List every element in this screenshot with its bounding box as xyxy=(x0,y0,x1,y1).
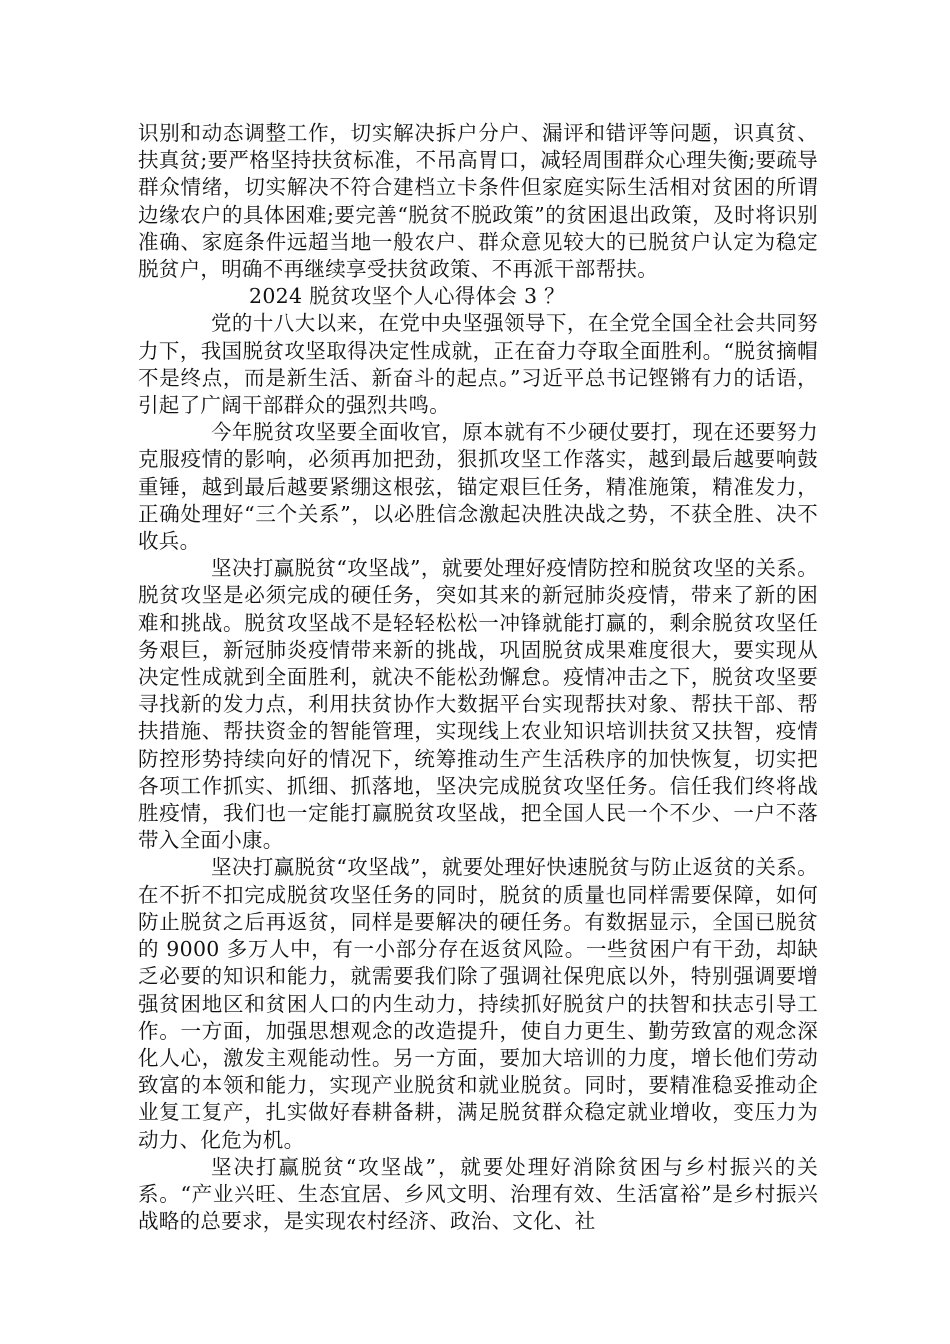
document-page xyxy=(138,120,818,1235)
paragraph-continued: 识别和动态调整工作，切实解决拆户分户、漏评和错评等问题，识真贫、扶真贫;要严格坚持扶贫标准，不吊高胃口，减轻周围群众心理失衡;要疏导群众情绪，切实解决不符合建档立卡条件但家庭实际生活相对贫困的所谓边缘农户的具体困难;要完善“脱贫不脱政策”的贫困退出政策，及时将识别准确、家庭条件远超当地一般农户、群众意见较大的已脱贫户认定为稳定脱贫户，明确不再继续享受扶贫政策、不再派干部帮扶。 xyxy=(138,121,819,282)
paragraph: 坚决打赢脱贫“攻坚战”，就要处理好消除贫困与乡村振兴的关系。“产业兴旺、生态宜居、乡风文明、治理有效、生活富裕”是乡村振兴战略的总要求，是实现农村经济、政治、文化、社 xyxy=(138,1154,818,1234)
section-heading: 2024 脱贫攻坚个人心得体会 3 ？ xyxy=(249,284,565,309)
paragraph: 坚决打赢脱贫“攻坚战”，就要处理好快速脱贫与防止返贫的关系。在不折不扣完成脱贫攻坚任务的同时，脱贫的质量也同样需要保障，如何防止脱贫之后再返贫，同样是要解决的硬任务。有数据显示，全国已脱贫的 9000 多万人中，有一小部分存在返贫风险。一些贫困户有干劲，却缺乏必要的知识和能力，就需要我们除了强调社保兜底以外，特别强调要增强贫困地区和贫困人口的内生动力，持续抓好脱贫户的扶智和扶志引导工作。一方面，加强思想观念的改造提升，使自力更生、勤劳致富的观念深化人心，激发主观能动性。另一方面，要加大培训的力度，增长他们劳动致富的本领和能力，实现产业脱贫和就业脱贫。同时，要精准稳妥推动企业复工复产，扎实做好春耕备耕，满足脱贫群众稳定就业增收，变压力为动力、化危为机。 xyxy=(138,855,818,1152)
paragraph: 坚决打赢脱贫“攻坚战”，就要处理好疫情防控和脱贫攻坚的关系。脱贫攻坚是必须完成的硬任务，突如其来的新冠肺炎疫情，带来了新的困难和挑战。脱贫攻坚战不是轻轻松松一冲锋就能打赢的，剩余脱贫攻坚任务艰巨，新冠肺炎疫情带来新的挑战，巩固脱贫成果难度很大，要实现从决定性成就到全面胜利，就决不能松劲懈怠。疫情冲击之下，脱贫攻坚要寻找新的发力点，利用扶贫协作大数据平台实现帮扶对象、帮扶干部、帮扶措施、帮扶资金的智能管理，实现线上农业知识培训扶贫又扶智，疫情防控形势持续向好的情况下，统筹推动生产生活秩序的加快恢复，切实把各项工作抓实、抓细、抓落地，坚决完成脱贫攻坚任务。信任我们终将战胜疫情，我们也一定能打赢脱贫攻坚战，把全国人民一个不少、一户不落带入全面小康。 xyxy=(138,556,818,853)
paragraph: 今年脱贫攻坚要全面收官，原本就有不少硬仗要打，现在还要努力克服疫情的影响，必须再加把劲，狠抓攻坚工作落实，越到最后越要响鼓重锤，越到最后越要紧绷这根弦，锚定艰巨任务，精准施策，精准发力，正确处理好“三个关系”，以必胜信念激起决胜决战之势，不获全胜、决不收兵。 xyxy=(138,420,818,554)
paragraph: 党的十八大以来，在党中央坚强领导下，在全党全国全社会共同努力下，我国脱贫攻坚取得决定性成就，正在奋力夺取全面胜利。“脱贫摘帽不是终点，而是新生活、新奋斗的起点。”习近平总书记铿锵有力的话语，引起了广阔干部群众的强烈共鸣。 xyxy=(138,311,818,418)
